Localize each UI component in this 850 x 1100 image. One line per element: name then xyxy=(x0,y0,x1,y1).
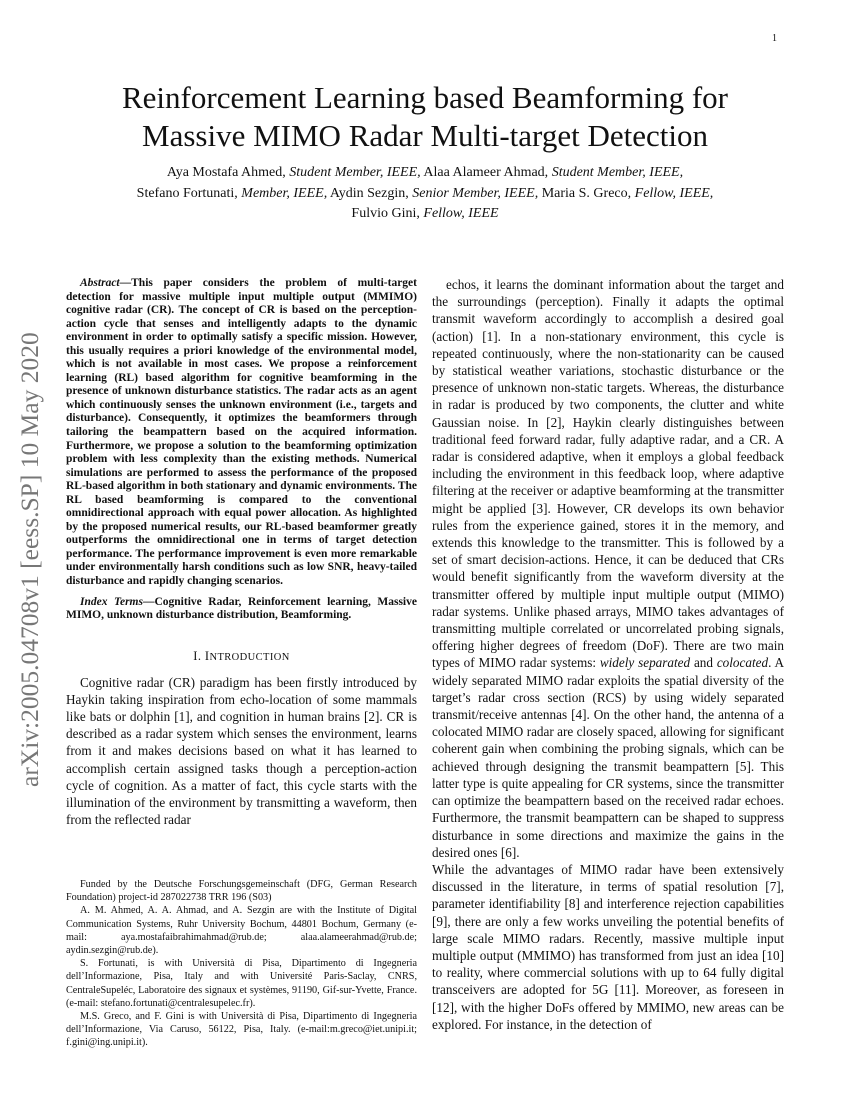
right-text-part: . A widely separated MIMO radar exploits the spatial diversity of the target’s radar cross section (RCS) by using widely separated transmit/receive antennas [4]. On the other hand, the antenna of a colocated MIMO radar are closely spaced, allowing for significant coherent gain when combining the probing signals, which can be achieved through designing the transmit beampattern [5]. This latter type is quite appealing for CR systems, since the transmitter can optimize the beampattern based on the received radar echoes. Furthermore, the transmit beampattern can be shaped to suppress disturbance in some directions and maximize the gains in the desired ones [6]. xyxy=(432,655,784,860)
author-name: Stefano Fortunati, xyxy=(136,185,242,201)
emphasis-colocated: colocated xyxy=(716,655,769,671)
title-line-1: Reinforcement Learning based Beamforming for xyxy=(122,80,728,115)
section-initial: I xyxy=(204,648,210,663)
index-terms-label: Index Terms xyxy=(80,595,143,608)
right-text-part: echos, it learns the dominant information about the target and the surroundings (perception). Finally it adapts the optimal transmit waveform accordingly to accomplish a desired goal (action) [1]. In a non-stationary environment, this cycle is repeated continuously, where the non-stationarity can be caused by statistical weather variations, stochastic disturbance or the presence of unknown non-static targets. Whereas, the disturbance in radar is produced by two components, the clutter and white Gaussian noise. In [2], Haykin clearly distinguishes between traditional feed forward radar, fully adaptive radar, and a CR. A radar is considered adaptive, when it employs a global feedback including the environment in this feedback loop, where adaptive filtering at the receiver or adaptive beamforming at the transmitter might be applied [3]. However, CR develops its own behavior rules from the experience gained, stores it in the memory, and extends this knowledge to the transmitter. This is followed by a set of smart decision-actions. Hence, it can be deduced that CRs would benefit significantly from the waveform diversity at the transmitter offered by multiple input multiple output (MIMO) radar systems. Unlike phased arrays, MIMO takes advantages of transmitting multiple correlated or uncorrelated probing signals, offering higher degrees of freedom (DoF). There are two main types of MIMO radar systems: xyxy=(432,277,784,671)
author-role: Senior Member, IEEE, xyxy=(412,185,539,201)
left-column xyxy=(66,277,417,829)
right-text-part: and xyxy=(690,655,717,671)
index-terms-text: —Cognitive Radar, Reinforcement learning, Massive MIMO, unknown disturbance distribution, Beamforming. xyxy=(66,595,417,622)
footnote-affiliation-3: M.S. Greco, and F. Gini is with Università di Pisa, Dipartimento di Ingegneria dell’Informazione, Via Caruso, 56122, Pisa, Italy. (e-mail:m.greco@iet.unipi.it; f.gini@ing.unipi.it). xyxy=(66,1011,417,1049)
author-line-1 xyxy=(60,163,790,184)
introduction-paragraph: Cognitive radar (CR) paradigm has been firstly introduced by Haykin taking inspiration from echo-location of some mammals like bats or dolphin [1], and cognition in human brains [2]. CR is described as a radar system which senses the environment, learns from it and makes decisions based on what it has learned to accomplish certain assigned tasks though a perception-action cycle of cognition. As a matter of fact, this cycle starts with the illumination of the environment by transmitting a waveform, then from the reflected radar xyxy=(66,674,417,828)
section-heading-introduction xyxy=(66,649,417,664)
title-line-2: Massive MIMO Radar Multi-target Detection xyxy=(142,118,708,153)
paper-title xyxy=(60,79,790,155)
abstract-text: —This paper considers the problem of multi-target detection for massive multiple input multiple output (MMIMO) cognitive radar (CR). The concept of CR is based on the perception-action cycle that senses and intelligently adapts to the dynamic environment in order to optimally satisfy a specific mission. However, this usually requires a priori knowledge of the environmental model, which is not available in most cases. We propose a reinforcement learning (RL) based algorithm for cognitive beamforming in the presence of unknown disturbance statistics. The radar acts as an agent which continuously senses the unknown environment (i.e., targets and disturbance). Consequently, it optimizes the beamformers through tailoring the beampattern based on the acquired information. Furthermore, we propose a solution to the beamforming optimization problem with less complexity than the existing methods. Numerical simulations are performed to assess the performance of the proposed RL-based algorithm in both stationary and dynamic environments. The RL based beamforming is compared to the conventional omnidirectional approach with equal power allocation. As highlighted by the proposed numerical results, our RL-based beamformer greatly outperforms the omnidirectional one in terms of target detection performance. The performance improvement is even more remarkable under environmentally harsh conditions such as low SNR, heavy-tailed disturbance and rapidly changing scenarios. xyxy=(66,277,417,588)
index-terms xyxy=(66,596,417,623)
abstract xyxy=(66,277,417,589)
author-name: Maria S. Greco, xyxy=(538,185,635,201)
author-name: Aya Mostafa Ahmed, xyxy=(166,165,290,180)
footnote-funding: Funded by the Deutsche Forschungsgemeinschaft (DFG, German Research Foundation) project-id 287022738 TRR 196 (S03) xyxy=(66,879,417,904)
author-line-3 xyxy=(60,204,790,225)
author-role: Student Member, IEEE, xyxy=(289,165,421,180)
footnote-affiliation-1: A. M. Ahmed, A. A. Ahmad, and A. Sezgin are with the Institute of Digital Communication Systems, Ruhr University Bochum, 44801 Bochum, Germany (e-mail: aya.mostafaibrahimahmad@rub.de; alaa.alameerahmad@rub.de; aydin.sezgin@rub.de). xyxy=(66,905,417,957)
arxiv-identifier: arXiv:2005.04708v1 [eess.SP] 10 May 2020 xyxy=(15,332,44,788)
section-title-rest: NTRODUCTION xyxy=(209,651,290,663)
right-paragraph-2: While the advantages of MIMO radar have been extensively discussed in the literature, in terms of spatial resolution [7], parameter identifiability [8] and interference rejection capabilities [9], there are only a few works unveiling the potential benefits of large scale MIMO radars. Recently, massive multiple input multiple output (MMIMO) has transformed from just an idea [10] to reality, where commercial solutions with up to 64 fully digital transceivers are adopted for 5G [11]. Moreover, as foreseen in [12], with the higher DoFs offered by MMIMO, new areas can be explored. For instance, in the detection of xyxy=(432,861,784,1032)
author-role: Fellow, IEEE xyxy=(423,206,499,221)
footnote-affiliation-2: S. Fortunati, is with Università di Pisa, Dipartimento di Ingegneria dell’Informazione, Pisa, Italy and with Université Paris-Saclay, CNRS, CentraleSupeléc, Laboratoire des signaux et systèmes, 91190, Gif-sur-Yvette, France. (e-mail: stefano.fortunati@centralesupelec.fr). xyxy=(66,958,417,1009)
emphasis-widely-separated: widely separated xyxy=(599,655,691,671)
page-number: 1 xyxy=(772,33,777,44)
author-role: Member, IEEE, xyxy=(241,185,328,201)
author-list xyxy=(60,163,790,225)
author-line-2 xyxy=(60,184,790,205)
right-column xyxy=(432,276,784,1033)
author-name: Fulvio Gini, xyxy=(351,206,424,221)
author-role: Student Member, IEEE, xyxy=(551,165,684,180)
right-paragraph-1 xyxy=(432,276,784,861)
abstract-label: Abstract xyxy=(80,277,120,289)
author-name: Aydin Sezgin, xyxy=(327,185,413,201)
footnotes xyxy=(66,878,417,1050)
section-numeral: I. xyxy=(193,648,205,663)
author-role: Fellow, IEEE, xyxy=(634,185,714,201)
author-name: Alaa Alameer Ahmad, xyxy=(420,165,552,180)
